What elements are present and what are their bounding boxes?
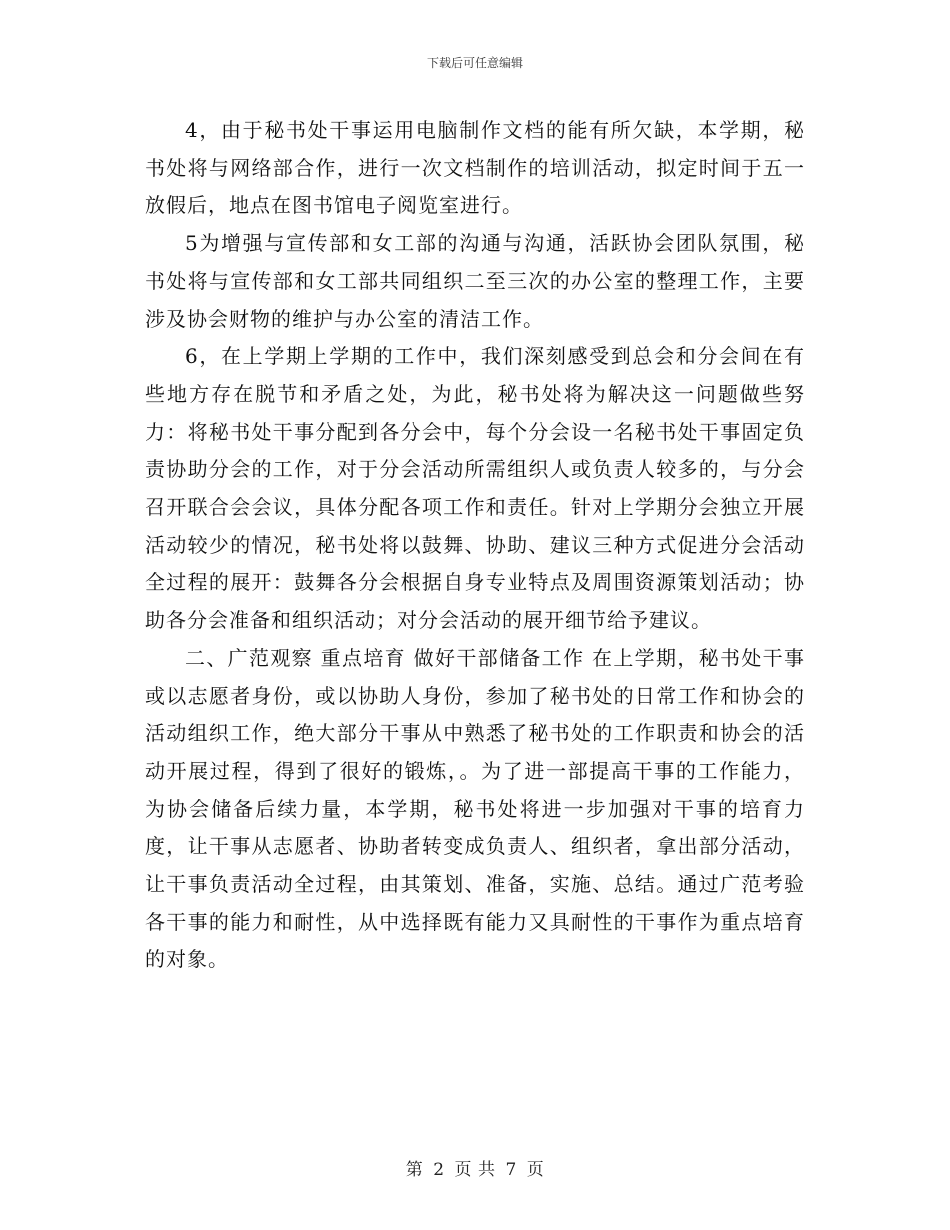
total-pages: 7 bbox=[505, 1160, 517, 1180]
paragraph-item-4: 4，由于秘书处干事运用电脑制作文档的能有所欠缺，本学期，秘书处将与网络部合作，进行一次文档制作的培训活动，拟定时间于五一放假后，地点在图书馆电子阅览室进行。 bbox=[145, 118, 805, 218]
page-footer bbox=[0, 1155, 950, 1180]
footer-suffix: 页 bbox=[526, 1160, 545, 1180]
document-body bbox=[145, 112, 805, 979]
paragraph-item-5: 5为增强与宣传部和女工部的沟通与沟通，活跃协会团队氛围，秘书处将与宣传部和女工部共同组织二至三次的办公室的整理工作，主要涉及协会财物的维护与办公室的清洁工作。 bbox=[145, 231, 805, 331]
footer-middle: 页 共 bbox=[454, 1160, 496, 1180]
footer-prefix: 第 bbox=[405, 1160, 424, 1180]
page-header: 下载后可任意编辑 bbox=[426, 56, 523, 70]
page-number: 2 bbox=[433, 1160, 445, 1180]
paragraph-item-6: 6，在上学期上学期的工作中，我们深刻感受到总会和分会间在有些地方存在脱节和矛盾之处，为此，秘书处将为解决这一问题做些努力：将秘书处干事分配到各分会中，每个分会设一名秘书处干事固定负责协助分会的工作，对于分会活动所需组织人或负责人较多的，与分会召开联合会会议，具体分配各项工作和责任。针对上学期分会独立开展活动较少的情况，秘书处将以鼓舞、协助、建议三种方式促进分会活动全过程的展开：鼓舞各分会根据自身专业特点及周围资源策划活动；协助各分会准备和组织活动；对分会活动的展开细节给予建议。 bbox=[145, 344, 805, 633]
paragraph-section-2: 二、广范观察 重点培育 做好干部储备工作 在上学期，秘书处干事或以志愿者身份，或以协助人身份，参加了秘书处的日常工作和协会的活动组织工作，绝大部分干事从中熟悉了秘书处的工作职责和协会的活动开展过程，得到了很好的锻炼，。为了进一部提高干事的工作能力，为协会储备后续力量，本学期，秘书处将进一步加强对干事的培育力度，让干事从志愿者、协助者转变成负责人、组织者，拿出部分活动，让干事负责活动全过程，由其策划、准备，实施、总结。通过广范考验各干事的能力和耐性，从中选择既有能力又具耐性的干事作为重点培育的对象。 bbox=[145, 645, 805, 972]
